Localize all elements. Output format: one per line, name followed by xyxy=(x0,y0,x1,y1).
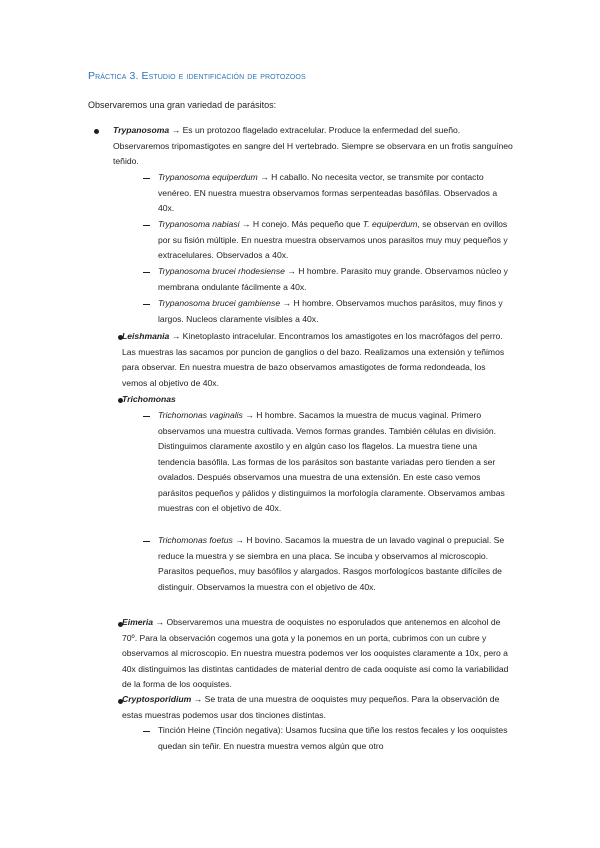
dash-icon xyxy=(143,416,150,417)
arrow-icon: → xyxy=(287,266,296,276)
sub-item-equiperdum xyxy=(158,170,513,217)
sub-item-nabiasi xyxy=(158,217,513,264)
sub-item-text: H bovino. Sacamos la muestra de un lavado vaginal o prepucial. Se reduce la muestra y se siembra en una placa. Se incuba y observamos al microscopio. Parasitos pequeños, muy basófilos y alargados. Rasgos morfologícos bastante difíciles de distinguir. Observamos la muestra con el objetivo de 40x. xyxy=(158,535,505,592)
item-text: Se trata de una muestra de ooquistes muy pequeños. Para la observación de estas muestras podemos usar dos tinciones distintas. xyxy=(122,694,500,720)
sub-item-text: Tinción Heine (Tinción negativa): Usamos fucsina que tiñe los restos fecales y los ooquistes quedan sin teñir. En nuestra muestra vemos algún que otro xyxy=(158,725,508,751)
sub-item-text: H hombre. Observamos muchos parásitos, muy finos y largos. Nucleos claramente visibles a 40x. xyxy=(158,298,503,324)
item-name: Cryptosporidium xyxy=(122,694,192,704)
sub-item-name-inline: T. equiperdum xyxy=(362,219,418,229)
arrow-icon: → xyxy=(260,172,269,182)
dash-icon xyxy=(143,731,150,732)
arrow-icon: → xyxy=(235,535,244,545)
sub-item-name: Trypanosoma brucei gambiense xyxy=(158,298,281,308)
arrow-icon: → xyxy=(241,219,251,229)
sub-item-foetus xyxy=(158,533,513,595)
item-text: Kinetoplasto intracelular. Encontramos los amastigotes en los macrófagos del perro. Las muestras las sacamos por puncion de ganglios o del bazo. Realizamos una extensión y teñimos para observar. En nuestra muestra de bazo observamos amastigotes de forma redondeada, los vemos al objetivo de 40x. xyxy=(122,331,505,388)
sub-item-vaginalis xyxy=(158,408,513,517)
item-text: Es un protozoo flagelado extracelular. Produce la enfermedad del sueño. Observaremos tripomastigotes en sangre del H vertebrado. Siempre se observara en un frotis sanguíneo teñido. xyxy=(113,125,513,166)
dash-icon xyxy=(143,225,150,226)
sub-item-text: H conejo. Más pequeño que xyxy=(252,219,363,229)
dash-icon xyxy=(143,304,150,305)
item-name: Leishmania xyxy=(122,331,170,341)
item-trypanosoma xyxy=(113,123,513,170)
bullet-icon xyxy=(94,129,99,134)
arrow-icon: → xyxy=(171,331,181,341)
sub-item-text: H caballo. No necesita vector, se transmite por contacto venéreo. EN nuestra muestra observamos formas serpenteadas basófilas. Observados a 40x. xyxy=(158,172,498,213)
sub-item-name: Trypanosoma brucei rhodesiense xyxy=(158,266,285,276)
arrow-icon: → xyxy=(193,694,203,704)
sub-item-text: H hombre. Parasito muy grande. Observamos núcleo y membrana ondulante fácilmente a 40x. xyxy=(158,266,508,292)
dash-icon xyxy=(143,272,150,273)
item-leishmania xyxy=(122,329,513,391)
item-eimeria xyxy=(122,615,513,693)
arrow-icon: → xyxy=(245,410,254,420)
sub-item-name: Trichomonas foetus xyxy=(158,535,233,545)
arrow-icon: → xyxy=(155,617,165,627)
sub-item-heine xyxy=(158,723,513,754)
dash-icon xyxy=(143,178,150,179)
item-name: Trypanosoma xyxy=(113,125,170,135)
sub-item-gambiense xyxy=(158,296,513,327)
sub-item-name: Trichomonas vaginalis xyxy=(158,410,243,420)
arrow-icon: → xyxy=(171,125,181,135)
arrow-icon: → xyxy=(282,298,292,308)
sub-item-text: , se observan en ovillos por su fisión múltiple. En nuestra muestra observamos unos parasitos muy muy pequeños y extracelulares. Observados a 40x. xyxy=(158,219,508,260)
item-cryptosporidium xyxy=(122,692,513,723)
item-name: Trichomonas xyxy=(122,394,176,404)
page-title: Práctica 3. Estudio e identificación de protozoos xyxy=(88,70,306,82)
sub-item-text: H hombre. Sacamos la muestra de mucus vaginal. Primero observamos una muestra cultivada. Vemos formas grandes. También células en división. Distinguimos claramente axostilo y en algún caso los flagelos. La muestra tiene una tendencia basófila. Las formas de los parásitos son bastante variadas pero tienden a ser ovalados. Después observamos una muestra de una extensión. En este caso vemos parásitos pequeños y pálidos y distinguimos la morfología claramente. Observamos ambas muestras con el objetivo de 40x. xyxy=(158,410,505,513)
item-text: Observaremos una muestra de ooquistes no esporulados que antenemos en alcohol de 70º. Para la observación cogemos una gota y la ponemos en un porta, cubrimos con un cubre y observamos al microscopio. En nuestra muestra podemos ver los ooquistes claramente a 10x, pero a 40x distinguimos las distintas cantidades de material dentro de cada ooquiste asi como la variabilidad de la forma de los ooquistes. xyxy=(122,617,509,689)
sub-item-rhodesiense xyxy=(158,264,513,295)
dash-icon xyxy=(143,541,150,542)
item-name: Eimeria xyxy=(122,617,154,627)
intro-text: Observaremos una gran variedad de parásitos: xyxy=(88,100,277,110)
sub-item-name: Trypanosoma nabiasi xyxy=(158,219,240,229)
sub-item-name: Trypanosoma equiperdum xyxy=(158,172,258,182)
item-trichomonas xyxy=(122,392,513,408)
